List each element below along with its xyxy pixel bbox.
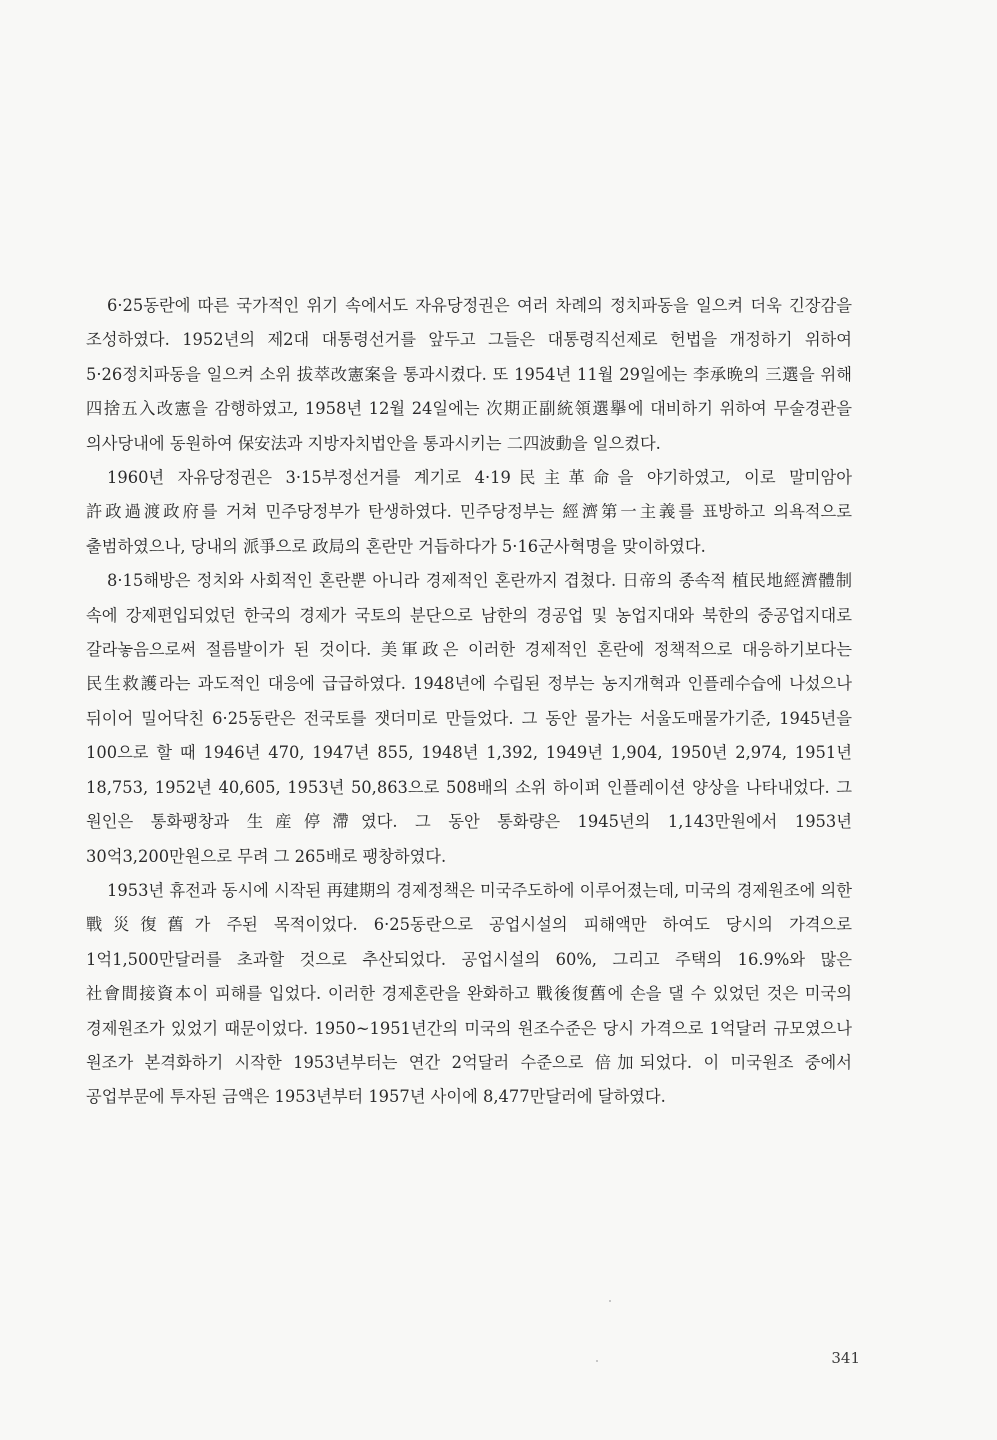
scan-speck: [609, 1300, 611, 1302]
body-text: [86, 289, 852, 1115]
paragraph-3: 8·15해방은 정치와 사회적인 혼란뿐 아니라 경제적인 혼란까지 겹쳤다. 日帝의 종속적 植民地經濟體制 속에 강제편입되었던 한국의 경제가 국토의 분단으로 남한의 경공업 및 농업지대와 북한의 중공업지대로 갈라놓음으로써 절름발이가 된 것이다. 美軍政은 이러한 경제적인 혼란에 정책적으로 대응하기보다는 民生救護라는 과도적인 대응에 급급하였다. 1948년에 수립된 정부는 농지개혁과 인플레수습에 나섰으나 뒤이어 밀어닥친 6·25동란은 전국토를 잿더미로 만들었다. 그 동안 물가는 서울도매물가기준, 1945년을 100으로 할 때 1946년 470, 1947년 855, 1948년 1,392, 1949년 1,904, 1950년 2,974, 1951년 18,753, 1952년 40,605, 1953년 50,863으로 508배의 소위 하이퍼 인플레이션 양상을 나타내었다. 그 원인은 통화팽창과 生産停滯였다. 그 동안 통화량은 1945년의 1,143만원에서 1953년 30억3,200만원으로 무려 그 265배로 팽창하였다.: [86, 571, 852, 866]
paragraph-4: 1953년 휴전과 동시에 시작된 再建期의 경제정책은 미국주도하에 이루어졌는데, 미국의 경제원조에 의한 戰災復舊가 주된 목적이었다. 6·25동란으로 공업시설의 피해액만 하여도 당시의 가격으로 1억1,500만달러를 초과할 것으로 추산되었다. 공업시설의 60%, 그리고 주택의 16.9%와 많은 社會間接資本이 피해를 입었다. 이러한 경제혼란을 완화하고 戰後復舊에 손을 댈 수 있었던 것은 미국의 경제원조가 있었기 때문이었다. 1950~1951년간의 미국의 원조수준은 당시 가격으로 1억달러 규모였으나 원조가 본격화하기 시작한 1953년부터는 연간 2억달러 수준으로 倍加되었다. 이 미국원조 중에서 공업부문에 투자된 금액은 1953년부터 1957년 사이에 8,477만달러에 달하였다.: [86, 880, 852, 1107]
paragraph-2: 1960년 자유당정권은 3·15부정선거를 계기로 4·19民主革命을 야기하였고, 이로 말미암아 許政過渡政府를 거쳐 민주당정부가 탄생하였다. 민주당정부는 經濟第一主義를 표방하고 의욕적으로 출범하였으나, 당내의 派爭으로 政局의 혼란만 거듭하다가 5·16군사혁명을 맞이하였다.: [86, 468, 852, 556]
scan-speck: [596, 1360, 598, 1362]
page-number: 341: [831, 1349, 860, 1367]
paragraph-1: 6·25동란에 따른 국가적인 위기 속에서도 자유당정권은 여러 차례의 정치파동을 일으켜 더욱 긴장감을 조성하였다. 1952년의 제2대 대통령선거를 앞두고 그들은 대통령직선제로 헌법을 개정하기 위하여 5·26정치파동을 일으켜 소위 拔萃改憲案을 통과시켰다. 또 1954년 11월 29일에는 李承晩의 三選을 위해 四捨五入改憲을 감행하였고, 1958년 12월 24일에는 次期正副統領選擧에 대비하기 위하여 무술경관을 의사당내에 동원하여 保安法과 지방자치법안을 통과시키는 二四波動을 일으켰다.: [86, 296, 852, 453]
